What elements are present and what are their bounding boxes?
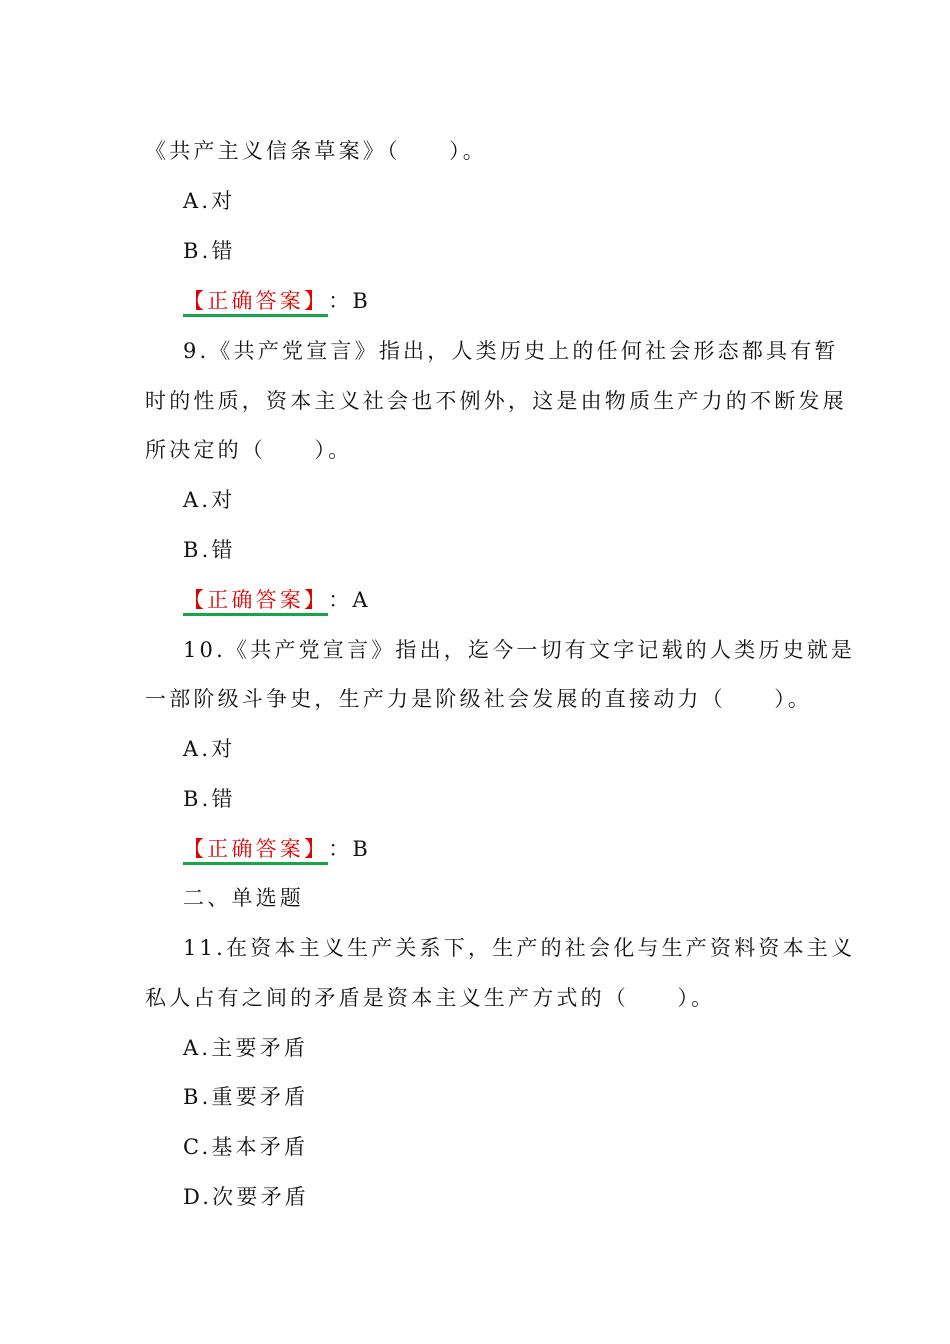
q8-answer (183, 286, 848, 317)
answer-label: 【正确答案】 (183, 836, 328, 865)
q11-option-a: A.主要矛盾 (183, 1036, 309, 1060)
q9-option-a: A.对 (183, 488, 236, 512)
answer-label: 【正确答案】 (183, 288, 328, 317)
answer-label: 【正确答案】 (183, 587, 328, 616)
q11-option-d: D.次要矛盾 (183, 1185, 309, 1209)
answer-separator: ： (328, 588, 353, 612)
section-heading-single-choice: 二、单选题 (183, 886, 304, 910)
q11-line-2: 私人占有之间的矛盾是资本主义生产方式的（ ）。 (145, 986, 716, 1010)
q10-line-2: 一部阶级斗争史，生产力是阶级社会发展的直接动力（ ）。 (145, 687, 813, 711)
q9-option-b: B.错 (183, 538, 236, 562)
answer-value: B (352, 837, 372, 861)
q10-option-a: A.对 (183, 737, 236, 761)
q8-option-b: B.错 (183, 239, 236, 263)
q8-option-a: A.对 (183, 189, 236, 213)
q9-answer (183, 585, 848, 616)
q11-option-b: B.重要矛盾 (183, 1085, 309, 1109)
q11-option-c: C.基本矛盾 (183, 1135, 309, 1159)
q10-line-1: 10.《共产党宣言》指出，迄今一切有文字记载的人类历史就是 (183, 638, 856, 662)
q10-answer (183, 834, 848, 865)
q9-line-1: 9.《共产党宣言》指出，人类历史上的任何社会形态都具有暂 (183, 339, 839, 363)
answer-separator: ： (328, 289, 353, 313)
q10-option-b: B.错 (183, 787, 236, 811)
answer-separator: ： (328, 837, 353, 861)
q9-line-3: 所决定的（ ）。 (145, 438, 353, 462)
answer-value: B (352, 289, 372, 313)
answer-value: A (352, 588, 371, 612)
q8-tail-text: 《共产主义信条草案》（ ）。 (145, 139, 487, 163)
q9-line-2: 时的性质，资本主义社会也不例外，这是由物质生产力的不断发展 (145, 389, 847, 413)
q11-line-1: 11.在资本主义生产关系下，生产的社会化与生产资料资本主义 (183, 936, 856, 960)
